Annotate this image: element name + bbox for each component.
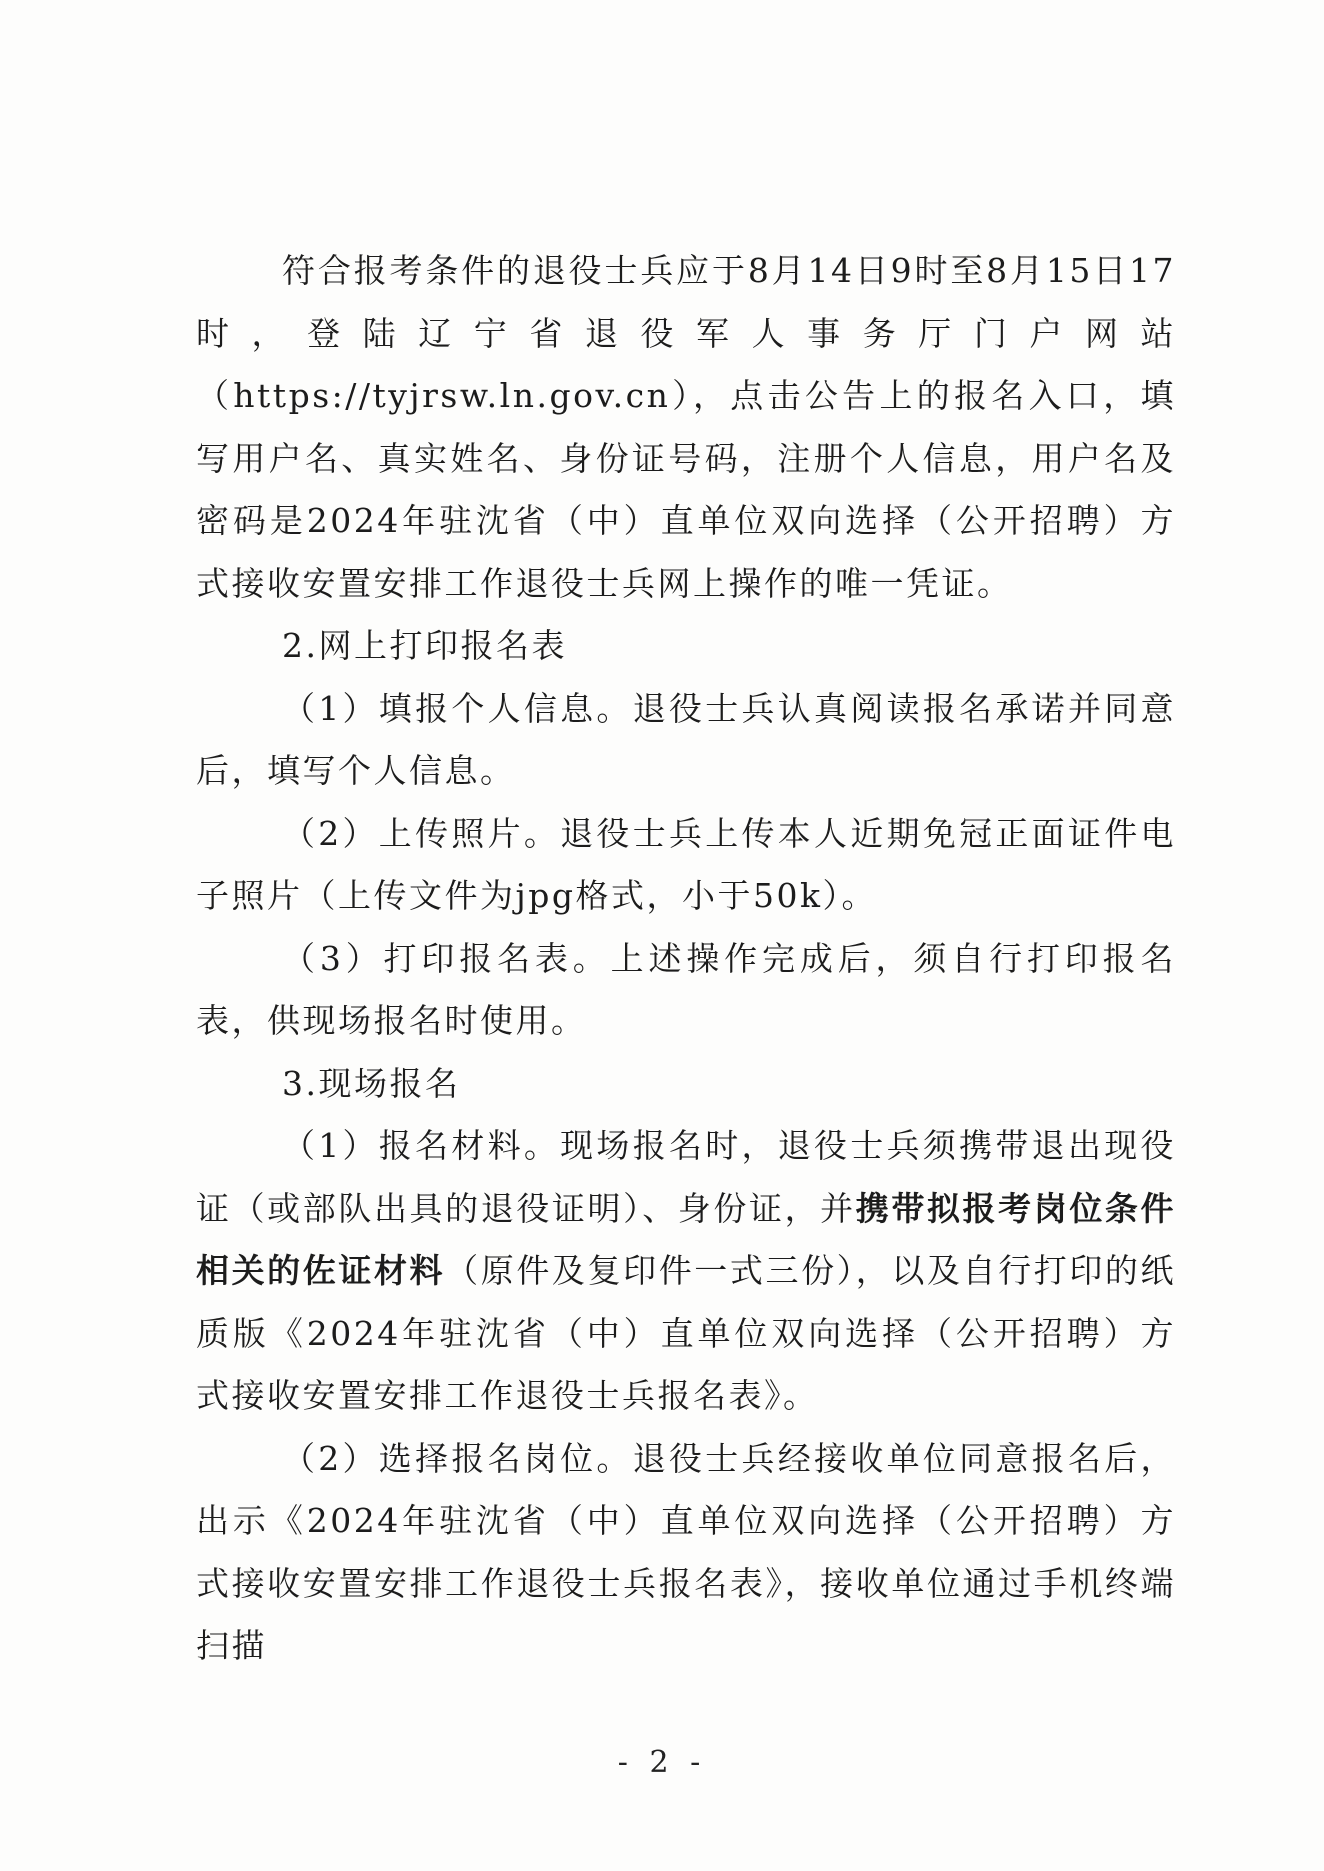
paragraph-registration-time: 符合报考条件的退役士兵应于8月14日9时至8月15日17时，登陆辽宁省退役军人事务厅门户网站（https://tyjrsw.ln.gov.cn），点击公告上的报名入口，填写用户名、真实姓名、身份证号码，注册个人信息，用户名及密码是2024年驻沈省（中）直单位双向选择（公开招聘）方式接收安置安排工作退役士兵网上操作的唯一凭证。 xyxy=(196,251,1176,603)
paragraph-print-form: （3）打印报名表。上述操作完成后，须自行打印报名表，供现场报名时使用。 xyxy=(196,938,1176,1040)
paragraph-upload-photo: （2）上传照片。退役士兵上传本人近期免冠正面证件电子照片（上传文件为jpg格式，小于50k）。 xyxy=(196,813,1176,915)
document-body xyxy=(196,240,1176,1678)
section-heading-onsite-registration: 3.现场报名 xyxy=(282,1063,461,1103)
materials-text-start: （1）报名材料。现场报名时，退役士兵须携带退出现役证（或部队出具的退役证明）、身份证，并 xyxy=(196,1126,1176,1228)
section-heading-print-form: 2.网上打印报名表 xyxy=(282,626,567,665)
paragraph-registration-materials xyxy=(196,1115,1176,1428)
page-number: - 2 - xyxy=(617,1745,707,1780)
materials-bold-emphasis: 携带拟报考岗位条件相关的佐证材料 xyxy=(196,1188,1177,1290)
materials-text-end: （原件及复印件一式三份），以及自行打印的纸质版《2024年驻沈省（中）直单位双向选择（公开招聘）方式接收安置安排工作退役士兵报名表》。 xyxy=(196,1251,1177,1415)
paragraph-fill-info: （1）填报个人信息。退役士兵认真阅读报名承诺并同意后，填写个人信息。 xyxy=(196,688,1176,790)
paragraph-select-position: （2）选择报名岗位。退役士兵经接收单位同意报名后，出示《2024年驻沈省（中）直单位双向选择（公开招聘）方式接收安置安排工作退役士兵报名表》，接收单位通过手机终端扫描 xyxy=(196,1438,1176,1665)
